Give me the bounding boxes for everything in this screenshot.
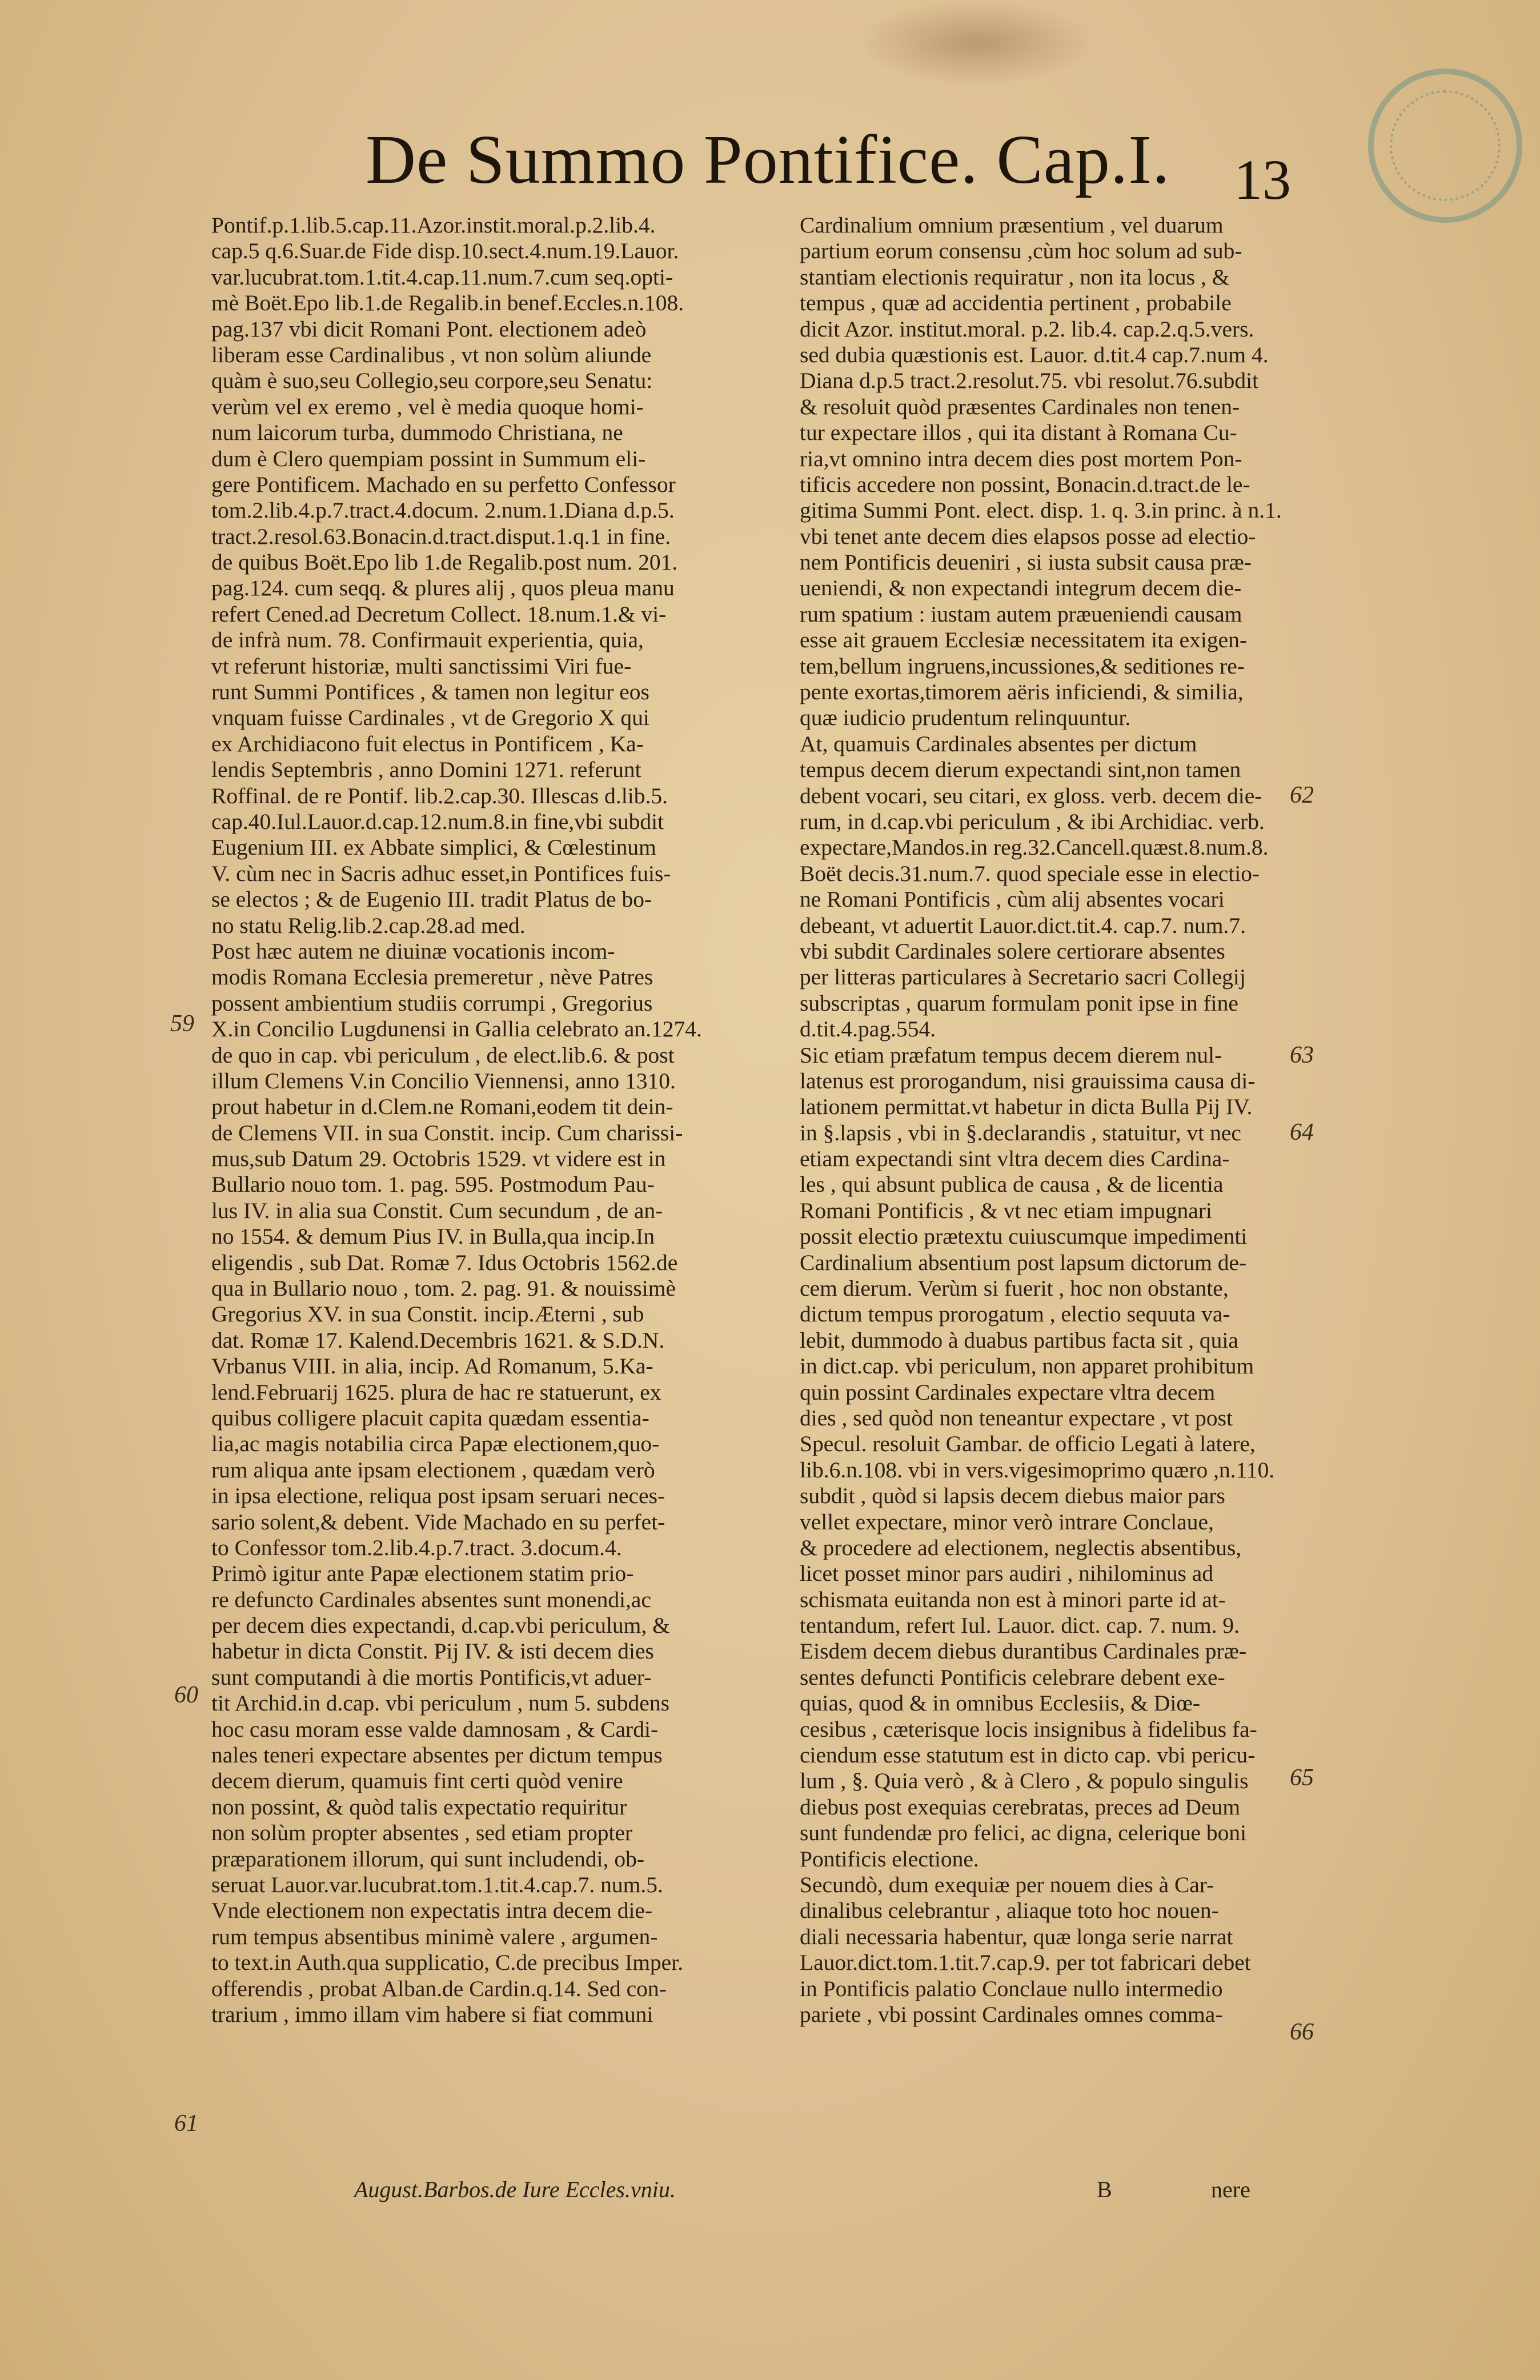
text-line: expectare,Mandos.in reg.32.Cancell.quæst.8.num.8.: [800, 835, 1269, 860]
text-line: sunt fundendæ pro felici, ac digna, celerique boni: [800, 1820, 1247, 1846]
text-line: licet posset minor pars audiri , nihilominus ad: [800, 1561, 1214, 1586]
text-line: latenus est prorogandum, nisi grauissima causa di-: [800, 1068, 1256, 1093]
text-line: pariete , vbi possint Cardinales omnes comma-: [800, 2001, 1223, 2027]
water-stain: [857, 0, 1097, 86]
text-line: possit electio prætextu cuiuscumque impedimenti: [800, 1224, 1248, 1249]
text-line: se electos ; & de Eugenio III. tradit Platus de bo-: [211, 887, 652, 912]
text-line: Gregorius XV. in sua Constit. incip.Æterni , sub: [211, 1301, 644, 1327]
text-line: diali necessaria habentur, quæ longa serie narrat: [800, 1924, 1233, 1949]
text-line: prout habetur in d.Clem.ne Romani,eodem tit dein-: [211, 1094, 673, 1120]
text-line: sunt computandi à die mortis Pontificis,vt aduer-: [211, 1664, 652, 1690]
text-line: pag.137 vbi dicit Romani Pont. electionem adeò: [211, 316, 647, 342]
text-line: tit Archid.in d.cap. vbi periculum , num 5. subdens: [211, 1690, 669, 1716]
text-line: num laicorum turba, dummodo Christiana, ne: [211, 420, 623, 446]
text-line: quàm è suo,seu Collegio,seu corpore,seu Senatu:: [211, 368, 653, 394]
running-header: De Summo Pontifice. Cap.I.: [366, 121, 1170, 198]
text-line: dicit Azor. institut.moral. p.2. lib.4. cap.2.q.5.vers.: [800, 316, 1254, 342]
text-line: quæ iudicio prudentum relinquuntur.: [800, 705, 1131, 731]
text-line: hoc casu moram esse valde damnosam , & Cardi-: [211, 1716, 659, 1742]
margin-number: 63: [1290, 1042, 1314, 1068]
text-line: var.lucubrat.tom.1.tit.4.cap.11.num.7.cum seq.opti-: [211, 264, 673, 290]
text-line: rum spatium : iustam autem præueniendi causam: [800, 601, 1242, 627]
text-line: Cardinalium omnium præsentium , vel duarum: [800, 213, 1224, 238]
text-line: nem Pontificis deueniri , si iusta subsit causa præ-: [800, 550, 1252, 575]
margin-number: 60: [174, 1682, 198, 1708]
library-stamp: [1368, 69, 1522, 223]
text-line: dinalibus celebrantur , aliaque toto hoc nouen-: [800, 1898, 1219, 1924]
text-line: in Pontificis palatio Conclaue nullo intermedio: [800, 1976, 1223, 2001]
text-line: in dict.cap. vbi periculum, non apparet prohibitum: [800, 1353, 1254, 1379]
text-line: gitima Summi Pont. elect. disp. 1. q. 3.in princ. à n.1.: [800, 498, 1282, 523]
text-line: in §.lapsis , vbi in §.declarandis , statuitur, vt nec: [800, 1120, 1241, 1145]
text-line: & resoluit quòd præsentes Cardinales non tenen-: [800, 394, 1240, 419]
text-line: nales teneri expectare absentes per dictum tempus: [211, 1742, 663, 1768]
text-line: lebit, dummodo à duabus partibus facta sit , quia: [800, 1327, 1238, 1353]
text-line: habetur in dicta Constit. Pij IV. & isti decem dies: [211, 1638, 654, 1664]
text-line: lia,ac magis notabilia circa Papæ electionem,quo-: [211, 1431, 660, 1457]
text-line: mus,sub Datum 29. Octobris 1529. vt videre est in: [211, 1146, 666, 1172]
text-line: refert Cened.ad Decretum Collect. 18.num.1.& vi-: [211, 601, 667, 627]
margin-number: 62: [1290, 782, 1314, 808]
text-line: rum tempus absentibus minimè valere , argumen-: [211, 1924, 658, 1949]
text-line: lum , §. Quia verò , & à Clero , & populo singulis: [800, 1768, 1249, 1794]
text-line: tom.2.lib.4.p.7.tract.4.docum. 2.num.1.Diana d.p.5.: [211, 498, 675, 523]
page-number: 13: [1234, 148, 1291, 211]
text-line: Vnde electionem non expectatis intra decem die-: [211, 1898, 653, 1924]
text-line: dictum tempus prorogatum , electio sequuta va-: [800, 1301, 1230, 1327]
left-column: [211, 213, 723, 2028]
text-line: ria,vt omnino intra decem dies post mortem Pon-: [800, 446, 1242, 471]
text-line: les , qui absunt publica de causa , & de licentia: [800, 1172, 1224, 1197]
text-line: quin possint Cardinales expectare vltra decem: [800, 1379, 1216, 1405]
text-line: Roffinal. de re Pontif. lib.2.cap.30. Illescas d.lib.5.: [211, 783, 668, 808]
text-line: stantiam electionis requiratur , non ita locus , &: [800, 264, 1230, 290]
text-line: Diana d.p.5 tract.2.resolut.75. vbi resolut.76.subdit: [800, 368, 1259, 394]
text-line: esse ait grauem Ecclesiæ necessitatem ita exigen-: [800, 627, 1248, 653]
text-line: cem dierum. Verùm si fuerit , hoc non obstante,: [800, 1276, 1229, 1301]
text-line: illum Clemens V.in Concilio Viennensi, anno 1310.: [211, 1068, 676, 1093]
text-line: Pontificis electione.: [800, 1846, 979, 1872]
text-line: rum aliqua ante ipsam electionem , quædam verò: [211, 1457, 655, 1483]
text-line: ex Archidiacono fuit electus in Pontificem , Ka-: [211, 731, 644, 756]
text-line: seruat Lauor.var.lucubrat.tom.1.tit.4.cap.7. num.5.: [211, 1872, 663, 1897]
text-line: de Clemens VII. in sua Constit. incip. Cum charissi-: [211, 1120, 683, 1145]
text-line: quias, quod & in omnibus Ecclesiis, & Diœ-: [800, 1690, 1201, 1716]
text-line: V. cùm nec in Sacris adhuc esset,in Pontifices fuis-: [211, 860, 671, 886]
text-line: d.tit.4.pag.554.: [800, 1016, 936, 1042]
margin-number: 61: [174, 2110, 198, 2137]
text-line: quibus colligere placuit capita quædam essentia-: [211, 1405, 649, 1431]
text-line: de infrà num. 78. Confirmauit experientia, quia,: [211, 627, 644, 653]
text-line: Vrbanus VIII. in alia, incip. Ad Romanum, 5.Ka-: [211, 1353, 653, 1379]
text-line: tur expectare illos , qui ita distant à Romana Cu-: [800, 420, 1237, 446]
text-line: & procedere ad electionem, neglectis absentibus,: [800, 1534, 1242, 1560]
text-line: lendis Septembris , anno Domini 1271. referunt: [211, 757, 641, 783]
text-line: modis Romana Ecclesia premeretur , nève Patres: [211, 964, 653, 990]
text-line: At, quamuis Cardinales absentes per dictum: [800, 731, 1197, 756]
margin-number: 65: [1290, 1765, 1314, 1791]
right-column: [800, 213, 1282, 2028]
text-line: liberam esse Cardinalibus , vt non solùm aliunde: [211, 342, 652, 367]
text-line: Cardinalium absentium post lapsum dictorum de-: [800, 1249, 1247, 1275]
text-line: Boët decis.31.num.7. quod speciale esse in electio-: [800, 860, 1260, 886]
text-line: mè Boët.Epo lib.1.de Regalib.in benef.Eccles.n.108.: [211, 290, 684, 316]
text-line: trarium , immo illam vim habere si fiat communi: [211, 2001, 653, 2027]
text-line: Eisdem decem diebus durantibus Cardinales præ-: [800, 1638, 1247, 1664]
text-line: etiam expectandi sint vltra decem dies Cardina-: [800, 1146, 1230, 1172]
text-line: de quo in cap. vbi periculum , de elect.lib.6. & post: [211, 1042, 675, 1068]
text-line: Romani Pontificis , & vt nec etiam impugnari: [800, 1197, 1212, 1223]
text-line: debent vocari, seu citari, ex gloss. verb. decem die-: [800, 783, 1262, 808]
text-line: Sic etiam præfatum tempus decem dierem nul-: [800, 1042, 1222, 1068]
text-line: vnquam fuisse Cardinales , vt de Gregorio X qui: [211, 705, 649, 731]
text-line: ne Romani Pontificis , cùm alij absentes vocari: [800, 887, 1225, 912]
text-line: gere Pontificem. Machado en su perfetto Confessor: [211, 471, 676, 497]
text-line: subscriptas , quarum formulam ponit ipse in fine: [800, 990, 1238, 1016]
text-line: lib.6.n.108. vbi in vers.vigesimoprimo quæro ,n.110.: [800, 1457, 1275, 1483]
text-line: lationem permittat.vt habetur in dicta Bulla Pij IV.: [800, 1094, 1253, 1120]
margin-number: 64: [1290, 1119, 1314, 1145]
text-line: no 1554. & demum Pius IV. in Bulla,qua incip.In: [211, 1224, 655, 1249]
text-line: no statu Relig.lib.2.cap.28.ad med.: [211, 912, 526, 938]
text-line: de quibus Boët.Epo lib 1.de Regalib.post num. 201.: [211, 550, 678, 575]
text-line: qua in Bullario nouo , tom. 2. pag. 91. & nouissimè: [211, 1276, 676, 1301]
text-line: Post hæc autem ne diuinæ vocationis incom-: [211, 938, 615, 964]
text-line: tem,bellum ingruens,incussiones,& seditiones re-: [800, 653, 1245, 679]
margin-number: 59: [170, 1011, 194, 1037]
text-line: in ipsa electione, reliqua post ipsam seruari neces-: [211, 1483, 665, 1509]
text-line: runt Summi Pontifices , & tamen non legitur eos: [211, 679, 649, 705]
text-line: subdit , quòd si lapsis decem diebus maior pars: [800, 1483, 1225, 1509]
text-line: pente exortas,timorem aëris inficiendi, & similia,: [800, 679, 1244, 705]
text-line: per litteras particulares à Secretario sacri Collegij: [800, 964, 1246, 990]
text-line: pag.124. cum seqq. & plures alij , quos pleua manu: [211, 575, 675, 601]
text-line: cap.40.Iul.Lauor.d.cap.12.num.8.in fine,vbi subdit: [211, 808, 664, 834]
text-line: dum è Clero quempiam possint in Summum eli-: [211, 446, 646, 471]
text-line: cesibus , cæterisque locis insignibus à fidelibus fa-: [800, 1716, 1257, 1742]
text-line: schismata euitanda non est à minori parte id at-: [800, 1586, 1226, 1612]
text-line: præparationem illorum, qui sunt includendi, ob-: [211, 1846, 645, 1872]
text-line: X.in Concilio Lugdunensi in Gallia celebrato an.1274.: [211, 1016, 702, 1042]
text-line: vellet expectare, minor verò intrare Conclaue,: [800, 1509, 1214, 1534]
text-line: to text.in Auth.qua supplicatio, C.de precibus Imper.: [211, 1950, 684, 1976]
text-line: rum, in d.cap.vbi periculum , & ibi Archidiac. verb.: [800, 808, 1265, 834]
text-line: Secundò, dum exequiæ per nouem dies à Car-: [800, 1872, 1214, 1897]
text-line: non possint, & quòd talis expectatio requiritur: [211, 1794, 627, 1820]
text-line: Pontif.p.1.lib.5.cap.11.Azor.instit.moral.p.2.lib.4.: [211, 213, 656, 238]
text-line: lend.Februarij 1625. plura de hac re statuerunt, ex: [211, 1379, 661, 1405]
left-catchword: August.Barbos.de Iure Eccles.vniu.: [354, 2177, 676, 2202]
text-line: partium eorum consensu ,cùm hoc solum ad sub-: [800, 238, 1242, 264]
text-line: vbi subdit Cardinales solere certiorare absentes: [800, 938, 1225, 964]
text-line: dies , sed quòd non teneantur expectare , vt post: [800, 1405, 1233, 1431]
text-line: Primò igitur ante Papæ electionem statim prio-: [211, 1561, 634, 1586]
text-line: Lauor.dict.tom.1.tit.7.cap.9. per tot fabricari debet: [800, 1950, 1251, 1976]
text-line: non solùm propter absentes , sed etiam propter: [211, 1820, 633, 1846]
text-line: dat. Romæ 17. Kalend.Decembris 1621. & S.D.N.: [211, 1327, 665, 1353]
text-line: sed dubia quæstionis est. Lauor. d.tit.4 cap.7.num 4.: [800, 342, 1269, 367]
text-line: tract.2.resol.63.Bonacin.d.tract.disput.1.q.1 in fine.: [211, 523, 671, 549]
text-line: tempus , quæ ad accidentia pertinent , probabile: [800, 290, 1232, 316]
text-line: Bullario nouo tom. 1. pag. 595. Postmodum Pau-: [211, 1172, 655, 1197]
text-line: tempus decem dierum expectandi sint,non tamen: [800, 757, 1241, 783]
text-line: offerendis , probat Alban.de Cardin.q.14. Sed con-: [211, 1976, 667, 2001]
text-line: vbi tenet ante decem dies elapsos posse ad electio-: [800, 523, 1256, 549]
signature-mark: B: [1097, 2177, 1112, 2202]
text-line: possent ambientium studiis corrumpi , Gregorius: [211, 990, 653, 1016]
text-line: eligendis , sub Dat. Romæ 7. Idus Octobris 1562.de: [211, 1249, 678, 1275]
text-line: lus IV. in alia sua Constit. Cum secundum , de an-: [211, 1197, 663, 1223]
text-line: re defuncto Cardinales absentes sunt monendi,ac: [211, 1586, 651, 1612]
text-line: tentandum, refert Iul. Lauor. dict. cap. 7. num. 9.: [800, 1613, 1240, 1638]
text-line: decem dierum, quamuis fint certi quòd venire: [211, 1768, 623, 1794]
text-line: per decem dies expectandi, d.cap.vbi periculum, &: [211, 1613, 670, 1638]
margin-number: 66: [1290, 2019, 1314, 2045]
text-line: vt referunt historiæ, multi sanctissimi Viri fue-: [211, 653, 632, 679]
text-line: ciendum esse statutum est in dicto cap. vbi pericu-: [800, 1742, 1256, 1768]
text-line: to Confessor tom.2.lib.4.p.7.tract. 3.docum.4.: [211, 1534, 622, 1560]
text-line: sentes defuncti Pontificis celebrare debent exe-: [800, 1664, 1225, 1690]
text-line: ueniendi, & non expectandi integrum decem die-: [800, 575, 1242, 601]
text-line: Eugenium III. ex Abbate simplici, & Cœlestinum: [211, 835, 656, 860]
text-line: tificis accedere non possint, Bonacin.d.tract.de le-: [800, 471, 1250, 497]
right-catchword: nere: [1211, 2177, 1250, 2202]
text-line: cap.5 q.6.Suar.de Fide disp.10.sect.4.num.19.Lauor.: [211, 238, 679, 264]
text-line: verùm vel ex eremo , vel è media quoque homi-: [211, 394, 644, 419]
text-line: sario solent,& debent. Vide Machado en su perfet-: [211, 1509, 665, 1534]
text-line: debeant, vt aduertit Lauor.dict.tit.4. cap.7. num.7.: [800, 912, 1246, 938]
text-line: diebus post exequias cerebratas, preces ad Deum: [800, 1794, 1241, 1820]
text-line: Specul. resoluit Gambar. de officio Legati à latere,: [800, 1431, 1256, 1457]
